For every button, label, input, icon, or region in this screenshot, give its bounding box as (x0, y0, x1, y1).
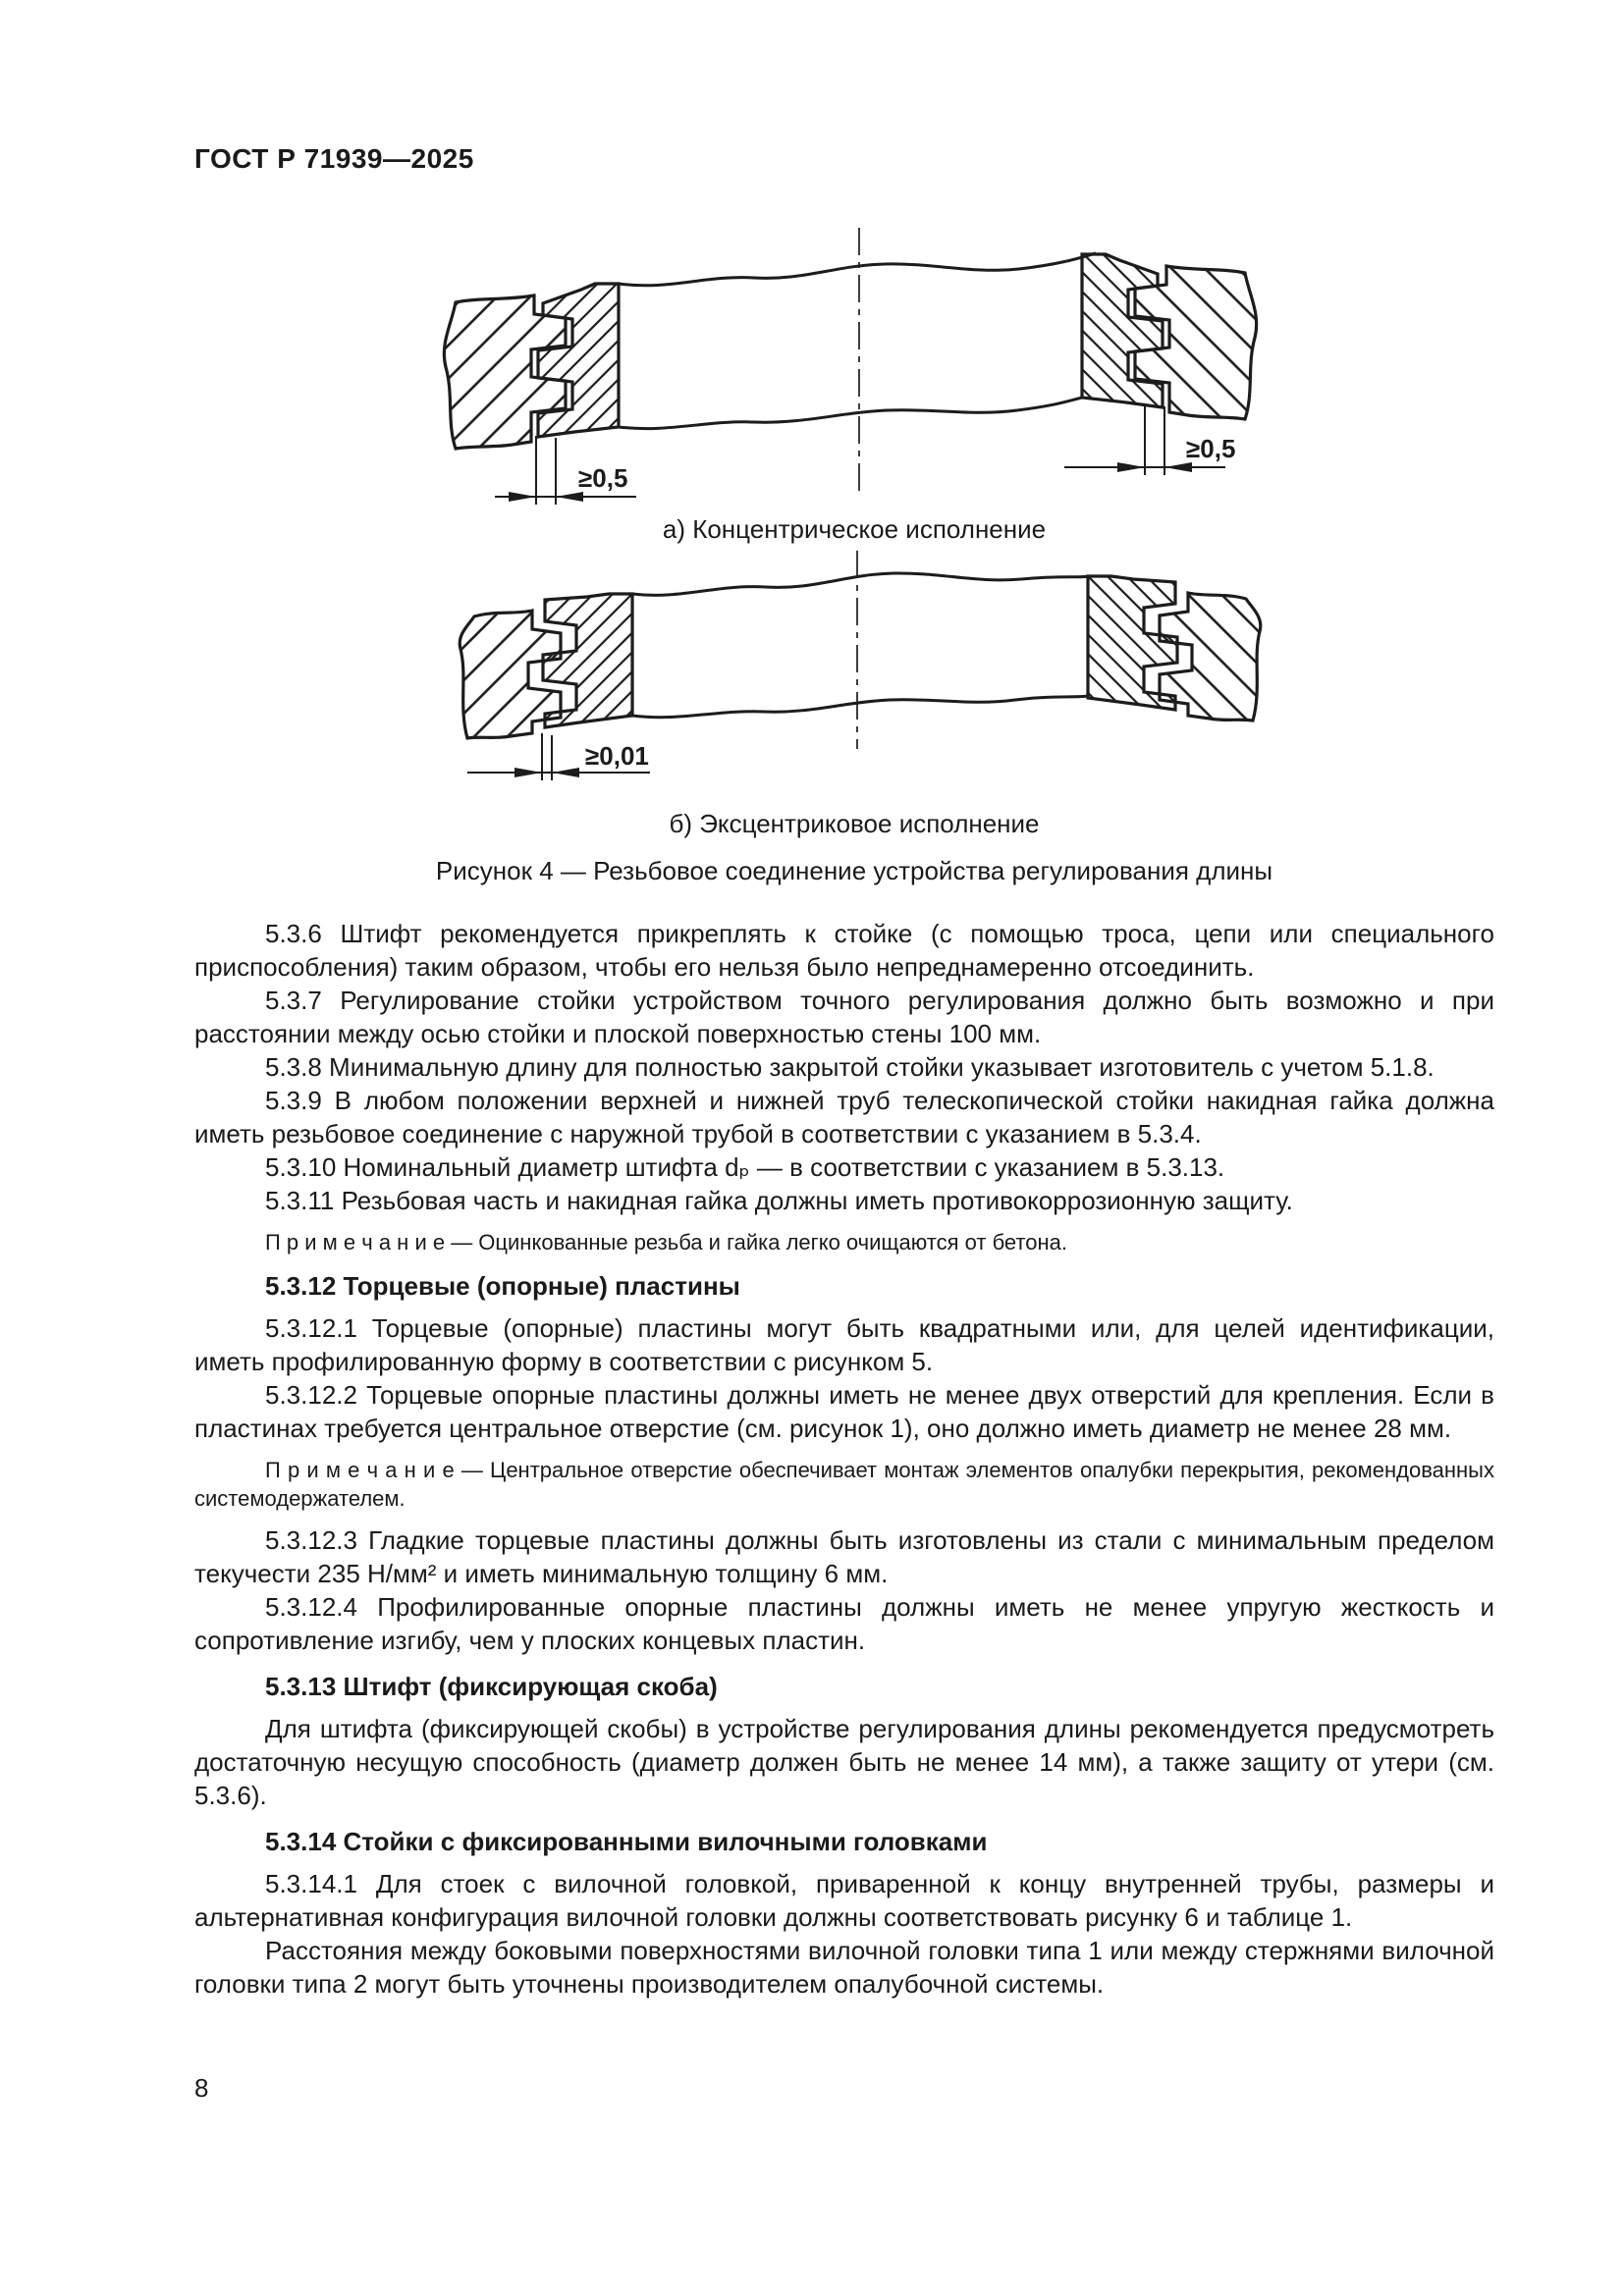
body-paragraph: 5.3.12.4 Профилированные опорные пластины должны иметь не менее упругую жесткость и сопротивление изгибу, чем у плоских концевых пластин. (194, 1592, 1494, 1655)
tube-break-line-bottom (619, 398, 1082, 429)
dimension-label: ≥0,01 (585, 741, 649, 771)
section-heading: 5.3.14 Стойки с фиксированными вилочными головками (265, 1827, 988, 1856)
doc-header: ГОСТ Р 71939—2025 (194, 143, 474, 174)
arrowhead-icon (1164, 462, 1192, 472)
dimension-b (467, 733, 650, 780)
body-paragraph: 5.3.12.2 Торцевые опорные пластины должны иметь не менее двух отверстий для крепления. Если в пластинах требуется центральное отверстие (см. рисунок 1), оно должно иметь диаметр не менее 28 мм. (194, 1380, 1494, 1443)
body-paragraph: 5.3.9 В любом положении верхней и нижней труб телескопической стойки накидная гайка должна иметь резьбовое соединение с наружной трубой в соответствии с указанием в 5.3.4. (194, 1086, 1494, 1148)
section-heading: 5.3.12 Торцевые (опорные) пластины (265, 1271, 740, 1301)
figure-4-drawing (285, 159, 1424, 807)
body-paragraph: Для штифта (фиксирующей скобы) в устройстве регулирования длины рекомендуется предусмотреть достаточную несущую способность (диаметр должен быть не менее 14 мм), а также защиту от утери (см. 5.3.6). (194, 1714, 1494, 1810)
arrowhead-icon (552, 768, 579, 777)
tube-wall-hatch (538, 284, 619, 437)
body-paragraph: Расстояния между боковыми поверхностями вилочной головки типа 1 или между стержнями вилочной головки типа 2 могут быть уточнены производителем опалубочной системы. (194, 1936, 1494, 1999)
arrowhead-icon (1117, 462, 1145, 472)
tube-wall-hatch (1082, 254, 1163, 407)
arrowhead-icon (509, 492, 536, 502)
body-paragraph: 5.3.12.1 Торцевые (опорные) пластины могут быть квадратными или, для целей идентификации, иметь профилированную форму в соответствии с рисунком 5. (194, 1313, 1494, 1376)
dimension-a-left (495, 436, 636, 505)
arrowhead-icon (514, 768, 542, 777)
tube-break-line-top (632, 573, 1088, 595)
body-paragraph: 5.3.7 Регулирование стойки устройством точного регулирования должно быть возможно и при расстоянии между осью стойки и плоской поверхностью стены 100 мм. (194, 986, 1494, 1048)
figure-4-title: Рисунок 4 — Резьбовое соединение устройства регулирования длины (435, 856, 1273, 885)
figure-4b-caption: б) Эксцентриковое исполнение (669, 809, 1040, 838)
page-number: 8 (194, 2073, 209, 2103)
figure-4a (444, 228, 1256, 505)
note-paragraph: П р и м е ч а н и е — Центральное отверстие обеспечивает монтаж элементов опалубки перекрытия, рекомендованных системодержателем. (194, 1458, 1494, 1511)
dimension-label: ≥0,5 (1186, 434, 1236, 463)
tube-break-line-top (619, 253, 1096, 286)
body-paragraph: 5.3.8 Минимальную длину для полностью закрытой стойки указывает изготовитель с учетом 5.1.8. (265, 1052, 1435, 1082)
tube-break-line-bottom (632, 696, 1088, 718)
figure-4a-caption: а) Концентрическое исполнение (662, 514, 1047, 544)
body-paragraph: 5.3.14.1 Для стоек с вилочной головкой, приваренной к концу внутренней трубы, размеры и альтернативная конфигурация вилочной головки должны соответствовать рисунку 6 и таблице 1. (194, 1869, 1494, 1932)
body-paragraph: 5.3.10 Номинальный диаметр штифта dₚ — в соответствии с указанием в 5.3.13. (265, 1152, 1225, 1182)
arrowhead-icon (556, 492, 583, 502)
body-paragraph: 5.3.12.3 Гладкие торцевые пластины должны быть изготовлены из стали с минимальным пределом текучести 235 Н/мм² и иметь минимальную толщину 6 мм. (194, 1525, 1494, 1588)
dimension-label: ≥0,5 (578, 463, 628, 493)
body-text (194, 917, 1494, 2001)
section-heading: 5.3.13 Штифт (фиксирующая скоба) (265, 1672, 718, 1701)
note-paragraph: П р и м е ч а н и е — Оцинкованные резьба и гайка легко очищаются от бетона. (265, 1230, 1067, 1255)
body-paragraph: 5.3.11 Резьбовая часть и накидная гайка должны иметь противокоррозионную защиту. (265, 1186, 1293, 1215)
right-assembly-mirror (1082, 254, 1257, 419)
body-paragraph: 5.3.6 Штифт рекомендуется прикреплять к стойке (с помощью троса, цепи или специального приспособления) таким образом, чтобы его нельзя было непреднамеренно отсоединить. (194, 919, 1494, 982)
right-assembly-mirror (1088, 576, 1261, 721)
figure-4b (460, 551, 1261, 780)
